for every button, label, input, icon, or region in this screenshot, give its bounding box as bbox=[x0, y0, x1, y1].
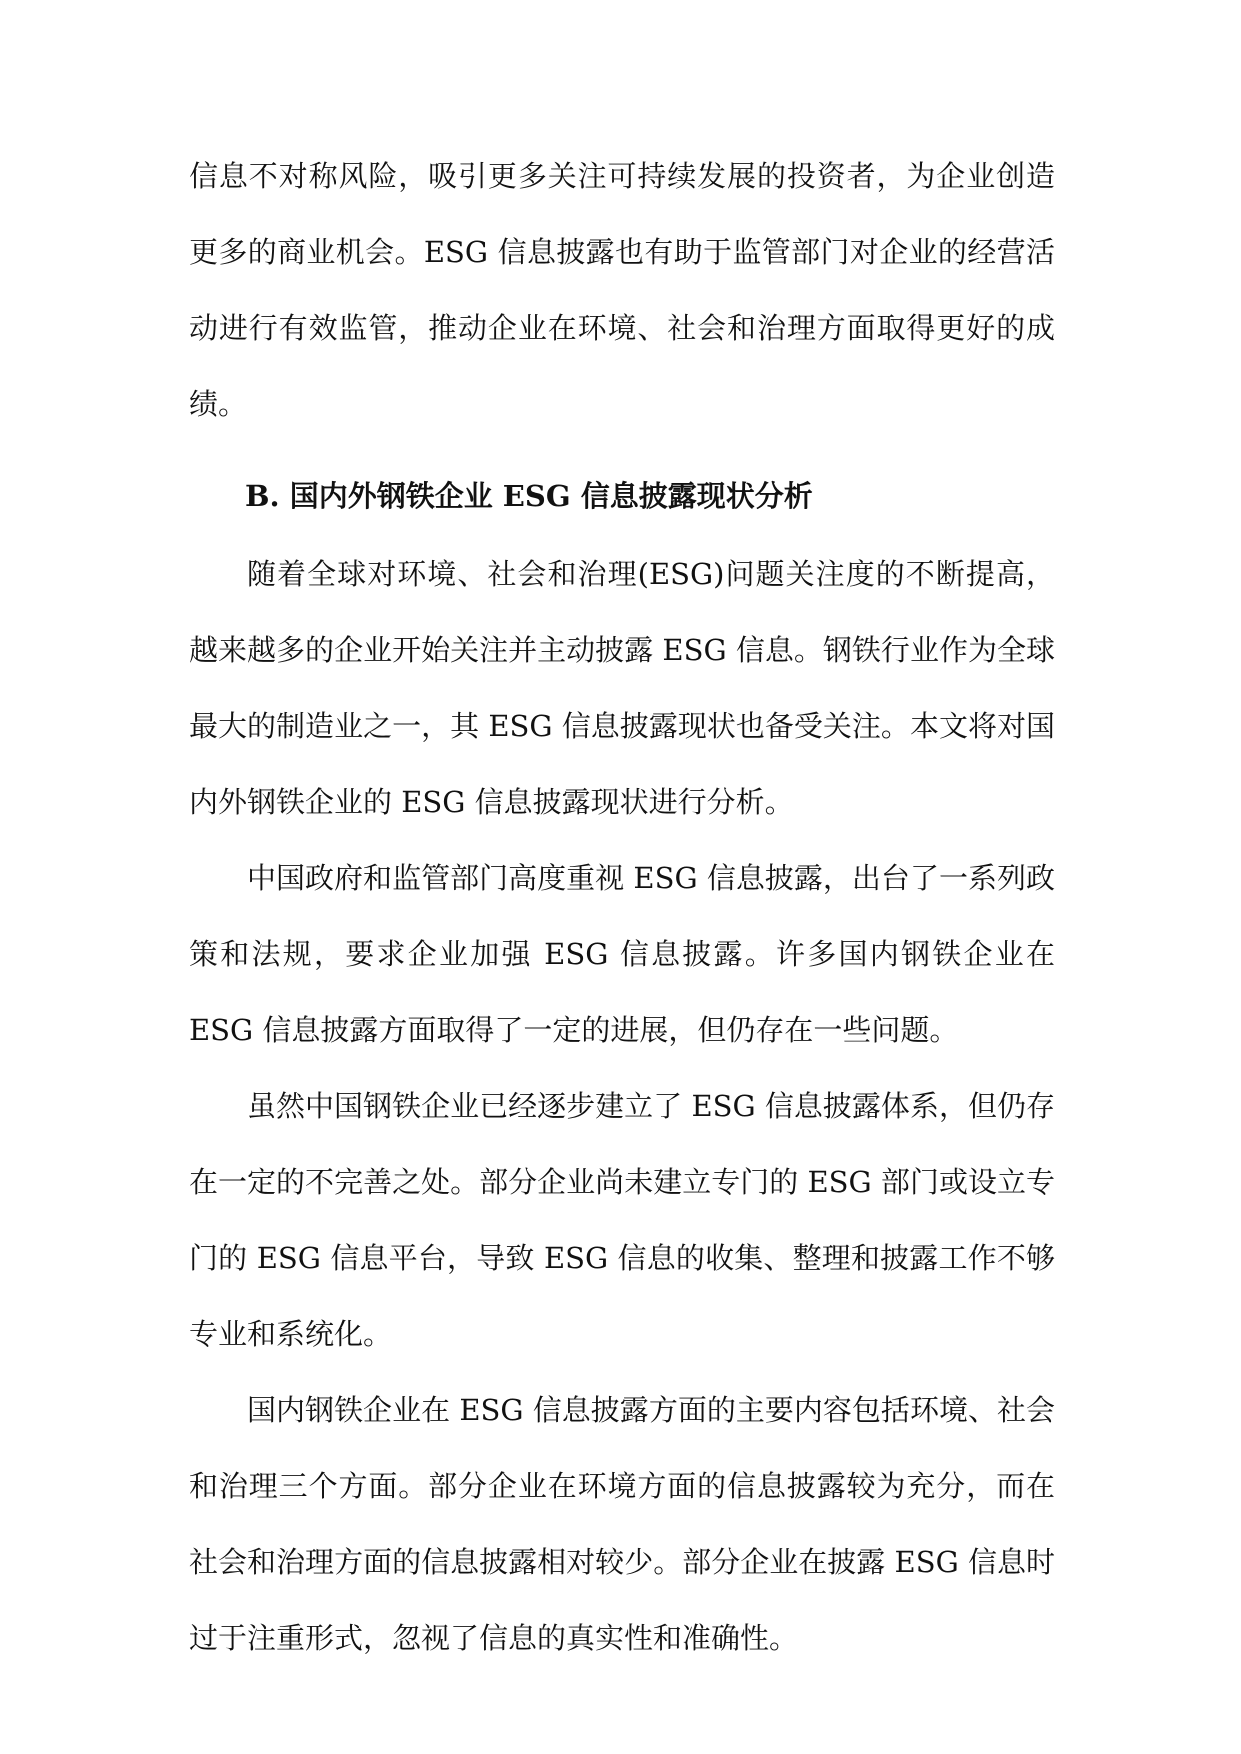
continuation-paragraph: 信息不对称风险，吸引更多关注可持续发展的投资者，为企业创造更多的商业机会。ESG 信息披露也有助于监管部门对企业的经营活动进行有效监管，推动企业在环境、社会和治理方面取得更好的成绩。 bbox=[189, 159, 1055, 421]
body-paragraph: 国内钢铁企业在 ESG 信息披露方面的主要内容包括环境、社会和治理三个方面。部分企业在环境方面的信息披露较为充分，而在社会和治理方面的信息披露相对较少。部分企业在披露 ESG 信息时过于注重形式，忽视了信息的真实性和准确性。 bbox=[189, 1393, 1055, 1655]
body-paragraph: 随着全球对环境、社会和治理(ESG)问题关注度的不断提高，越来越多的企业开始关注并主动披露 ESG 信息。钢铁行业作为全球最大的制造业之一，其 ESG 信息披露现状也备受关注。本文将对国内外钢铁企业的 ESG 信息披露现状进行分析。 bbox=[189, 557, 1055, 819]
body-paragraph: 中国政府和监管部门高度重视 ESG 信息披露，出台了一系列政策和法规，要求企业加强 ESG 信息披露。许多国内钢铁企业在 ESG 信息披露方面取得了一定的进展，但仍存在一些问题。 bbox=[189, 861, 1055, 1047]
section-heading: B. 国内外钢铁企业 ESG 信息披露现状分析 bbox=[245, 479, 813, 513]
body-paragraph: 虽然中国钢铁企业已经逐步建立了 ESG 信息披露体系，但仍存在一定的不完善之处。部分企业尚未建立专门的 ESG 部门或设立专门的 ESG 信息平台，导致 ESG 信息的收集、整理和披露工作不够专业和系统化。 bbox=[189, 1089, 1055, 1351]
document-page bbox=[189, 138, 1055, 1676]
